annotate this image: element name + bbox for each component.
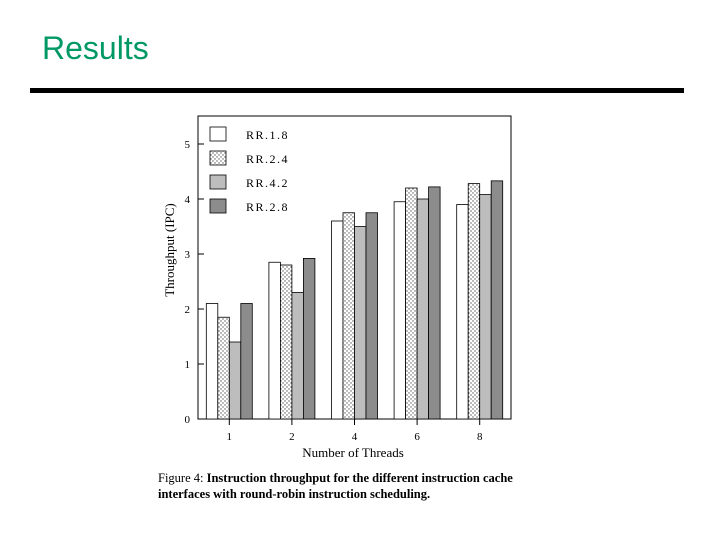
legend-swatch — [210, 151, 226, 165]
bar — [280, 265, 292, 419]
legend-swatch — [210, 175, 226, 189]
bar — [332, 221, 344, 419]
y-tick-label: 0 — [184, 414, 190, 426]
x-tick-label: 2 — [289, 431, 295, 443]
bar — [241, 304, 253, 420]
figure-caption — [158, 470, 538, 502]
slide-title: Results — [42, 30, 149, 66]
bar — [417, 199, 429, 419]
caption-lead: Figure 4: — [158, 471, 204, 485]
legend-label: RR.2.4 — [246, 152, 290, 166]
x-tick-label: 8 — [476, 431, 483, 443]
bar — [491, 181, 503, 419]
legend-label: RR.2.8 — [246, 200, 290, 214]
bar — [218, 317, 230, 419]
y-tick-label: 3 — [184, 249, 190, 261]
bar — [480, 195, 492, 419]
bar — [468, 184, 480, 419]
caption-text: Instruction throughput for the different instruction cache interfaces with round-robin instruction scheduling. — [158, 471, 513, 501]
bar — [429, 187, 441, 419]
y-tick-label: 1 — [184, 359, 190, 371]
legend-swatch — [210, 127, 226, 141]
y-tick-label: 4 — [184, 194, 190, 206]
bar — [343, 213, 355, 419]
bar — [269, 262, 281, 419]
bar — [303, 258, 315, 419]
bar — [292, 293, 304, 420]
y-axis-label: Throughput (IPC) — [162, 203, 177, 297]
y-tick-label: 5 — [184, 139, 190, 151]
legend-swatch — [210, 199, 226, 213]
bar — [229, 342, 241, 419]
bar — [206, 304, 218, 420]
x-tick-label: 1 — [226, 431, 233, 443]
x-tick-label: 4 — [351, 431, 358, 443]
bar — [366, 213, 378, 419]
y-tick-label: 2 — [184, 304, 190, 316]
bar — [457, 205, 469, 420]
bar — [355, 227, 367, 420]
legend-label: RR.1.8 — [246, 128, 290, 142]
bar — [394, 202, 406, 419]
x-tick-label: 6 — [414, 431, 420, 443]
bar — [406, 188, 418, 419]
x-axis-label: Number of Threads — [302, 445, 404, 460]
legend-label: RR.4.2 — [246, 176, 290, 190]
